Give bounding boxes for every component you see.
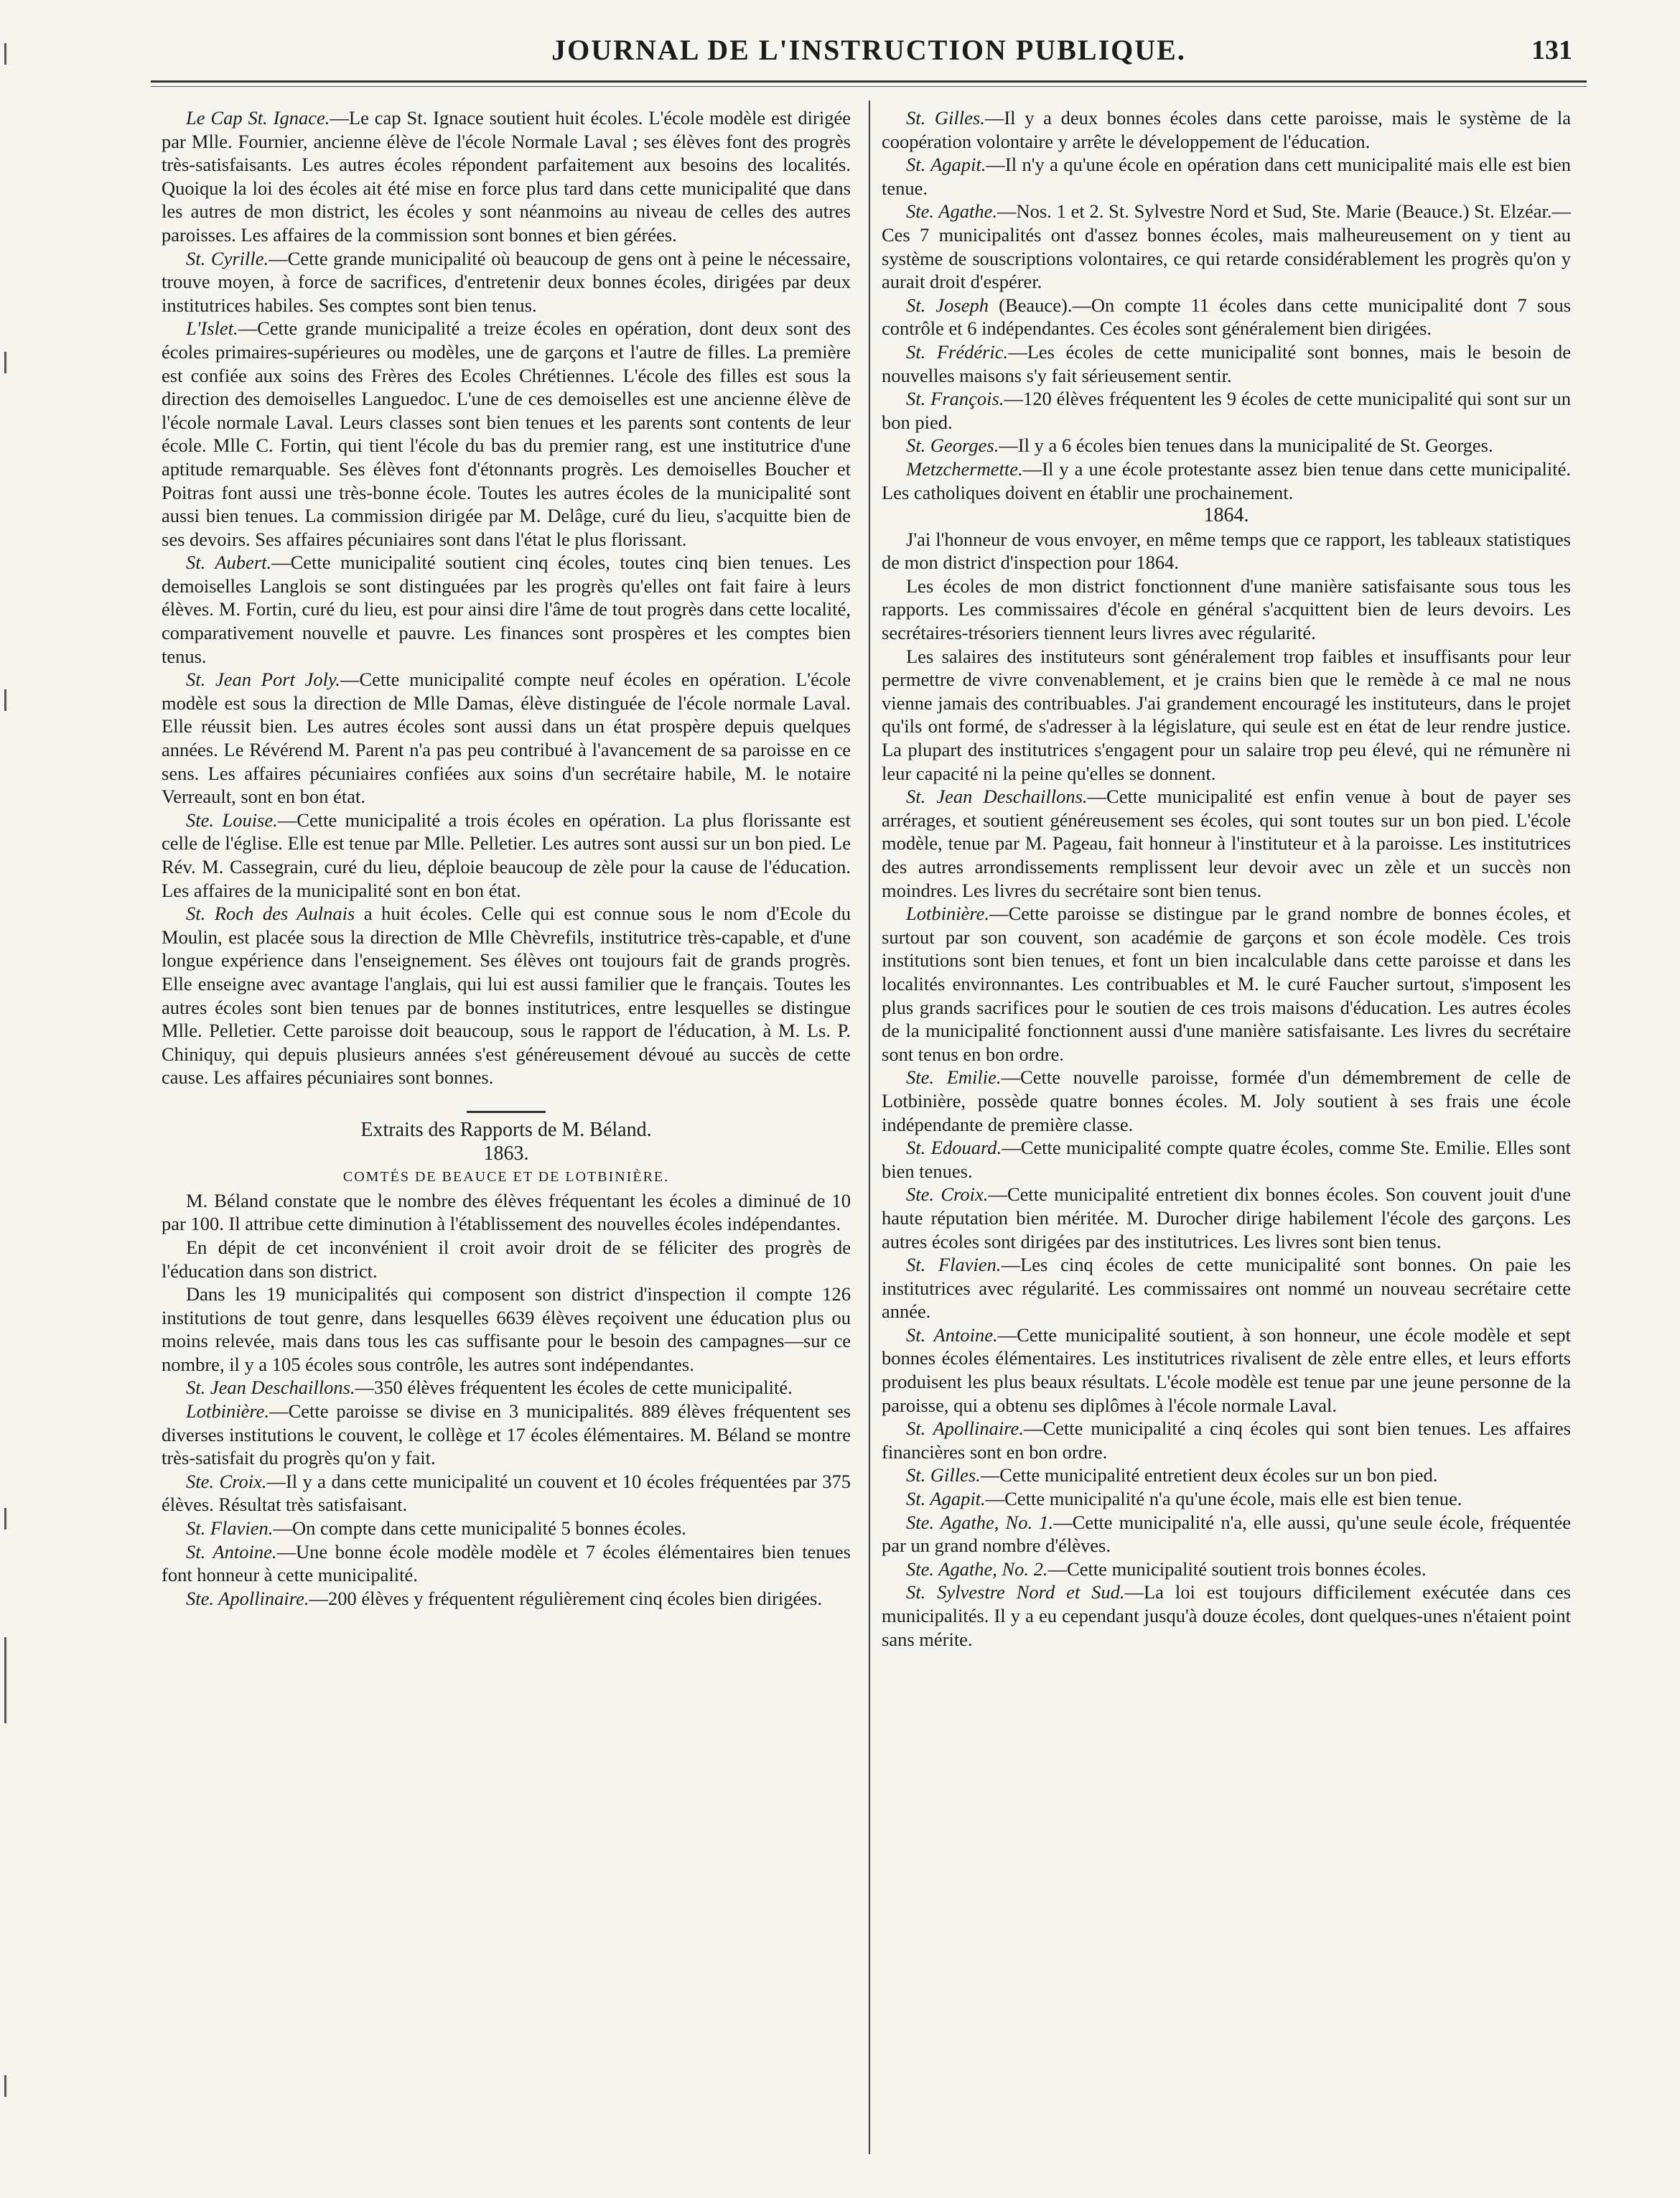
paragraph-text: J'ai l'honneur de vous envoyer, en même temps que ce rapport, les tableaux statistiques de mon district d'inspection pour 1864. — [882, 528, 1571, 574]
paragraph-text: —Cette municipalité n'a, elle aussi, qu'une seule école, fréquentée par un grand nombre d'élèves. — [882, 1511, 1571, 1557]
paragraph-text: —On compte dans cette municipalité 5 bonnes écoles. — [273, 1517, 686, 1540]
place-name: L'Islet. — [186, 317, 238, 340]
paragraph-text: Les salaires des instituteurs sont généralement trop faibles et insuffisants pour leur permettre de vivre convenablement, et je crains bien que le remède à ce mal ne nous vienne jamais des contribuables. J'ai grandement encouragé les instituteurs, dans le projet qu'ils ont formé, de s'adresser à la législature, qui seule est en état de leur rendre justice. La plupart des institutrices s'engagent pour un salaire trop peu élevé, qui ne rémunère ni leur capacité ni la peine qu'elles se donnent. — [882, 645, 1571, 784]
paragraph-text: —Cette municipalité compte neuf écoles en opération. L'école modèle est sous la direction de Mlle Damas, élève distinguée de l'école normale Laval. Elle réussit bien. Les autres écoles sont aussi dans un état prospère depuis quelques années. Le Révérend M. Parent n'a pas peu contribué à l'avancement de sa paroisse en ce sens. Les affaires pécuniaires confiées aux soins d'un secrétaire habile, M. le notaire Verreault, sont en bon état. — [162, 669, 851, 808]
place-name: St. Gilles. — [906, 107, 985, 129]
paragraphs-1864 — [882, 528, 1571, 1652]
paragraph-text: —Cette grande municipalité a treize écoles en opération, dont deux sont des écoles primaires-supérieures ou modèles, une de garçons et l'autre de filles. La première est confiée aux soins des Frères des Ecoles Chrétiennes. L'école des filles est sous la direction des demoiselles Languedoc. L'une de ces demoiselles est une ancienne élève de l'école normale Laval. Leurs classes sont bien tenues et les parents sont contents de leur école. Mlle C. Fortin, qui tient l'école du bas du premier rang, est une institutrice d'une aptitude remarquable. Ses élèves font d'étonnants progrès. Les demoiselles Boucher et Poitras font aussi une très-bonne école. Toutes les autres écoles de la municipalité sont aussi bien tenues. La commission dirigée par M. Delâge, curé du lieu, s'acquitte bien de ses devoirs. Ses affaires pécuniaires sont dans l'état le plus florissant. — [162, 317, 851, 550]
paragraph — [882, 434, 1571, 457]
paragraph-text: —Nos. 1 et 2. St. Sylvestre Nord et Sud, Ste. Marie (Beauce.) St. Elzéar.—Ces 7 municipalités ont d'assez bonnes écoles, mais malheureusement on y tient au système de souscriptions volontaires, ce qui retarde considérablement les progrès qu'on y aurait droit d'espérer. — [882, 200, 1571, 293]
paragraph-text: —Le cap St. Ignace soutient huit écoles. L'école modèle est dirigée par Mlle. Fournier, ancienne élève de l'école Normale Laval ; ses élèves font des progrès très-satisfaisants. Les autres écoles répondent parfaitement aux besoins des localités. Quoique la loi des écoles ait été mise en force plus tard dans cette municipalité que dans les autres de mon district, les écoles y sont néanmoins au niveau de celles des autres paroisses. Les affaires de la commission sont bonnes et bien gérées. — [162, 107, 851, 246]
header-rule — [151, 80, 1587, 83]
place-name: Le Cap St. Ignace. — [186, 107, 330, 129]
paragraph — [162, 1517, 851, 1540]
paragraph-text: —Cette municipalité compte quatre écoles, comme Ste. Emilie. Elles sont bien tenues. — [882, 1137, 1571, 1182]
paragraph — [162, 1540, 851, 1587]
place-name: St. Cyrille. — [186, 247, 269, 269]
paragraph — [882, 153, 1571, 200]
margin-mark — [4, 1637, 15, 1723]
page-number: 131 — [1531, 35, 1572, 65]
paragraph — [882, 200, 1571, 293]
place-name: Ste. Apollinaire. — [186, 1587, 309, 1609]
place-name: St. François. — [906, 388, 1004, 410]
paragraph — [162, 668, 851, 809]
paragraph — [882, 294, 1571, 340]
right-paragraphs — [882, 106, 1571, 504]
paragraph — [162, 247, 851, 317]
paragraph — [882, 1066, 1571, 1136]
paragraph — [162, 1587, 851, 1611]
paragraph — [882, 1417, 1571, 1463]
paragraph — [162, 1400, 851, 1470]
section-title: Extraits des Rapports de M. Béland. — [360, 1118, 652, 1141]
page-header — [151, 20, 1587, 70]
section-rule — [467, 1111, 546, 1113]
paragraph — [882, 1557, 1571, 1581]
paragraph — [162, 1470, 851, 1517]
right-column — [882, 106, 1571, 1651]
paragraph-text: —Cette municipalité a cinq écoles qui sont bien tenues. Les affaires financières sont en bon ordre. — [882, 1417, 1571, 1463]
paragraph-text: —Les cinq écoles de cette municipalité sont bonnes. On paie les institutrices avec régularité. Les commissaires ont nommé un nouveau secrétaire cette année. — [882, 1254, 1571, 1323]
place-name: St. Aubert. — [186, 551, 272, 574]
paragraph — [882, 574, 1571, 645]
place-name: Ste. Emilie. — [906, 1066, 1002, 1089]
paragraph — [162, 809, 851, 902]
paragraph-text: Dans les 19 municipalités qui composent son district d'inspection il compte 126 institutions de tout genre, dans lesquelles 6639 élèves reçoivent une éducation plus ou moins relevée, mais dans tous les cas suffisante pour le besoin des campagnes—sur ce nombre, il y a 105 écoles sous contrôle, les autres sont indépendantes. — [162, 1283, 851, 1375]
paragraph-text: M. Béland constate que le nombre des élèves fréquentant les écoles a diminué de 10 par 100. Il attribue cette diminution à l'établissement des nouvelles écoles indépendantes. — [162, 1189, 851, 1235]
paragraph-text: —200 élèves y fréquentent régulièrement cinq écoles bien dirigées. — [309, 1587, 822, 1609]
paragraph — [882, 902, 1571, 1066]
place-name: St. Jean Deschaillons. — [186, 1377, 355, 1399]
place-name: Ste. Louise. — [186, 809, 278, 831]
paragraph — [162, 1189, 851, 1236]
paragraph-text: Les écoles de mon district fonctionnent d'une manière satisfaisante sous tous les rapports. Les commissaires d'école en général s'acquittent bien de leurs devoirs. Les secrétaires-trésoriers tiennent leurs livres avec régularité. — [882, 574, 1571, 644]
paragraph — [882, 1183, 1571, 1253]
margin-mark — [4, 352, 15, 373]
left-paragraphs — [162, 106, 851, 1089]
column-divider — [869, 101, 870, 2154]
place-name: St. Frédéric. — [906, 340, 1009, 363]
paragraph — [882, 1136, 1571, 1183]
paragraph-text: —Cette municipalité a trois écoles en opération. La plus florissante est celle de l'église. Elle est tenue par Mlle. Pelletier. Les autres sont aussi sur un bon pied. Le Rév. M. Cassegrain, curé du lieu, déploie beaucoup de zèle pour la cause de l'éducation. Les affaires de la municipalité sont en bon état. — [162, 809, 851, 901]
paragraph-text: —120 élèves fréquentent les 9 écoles de cette municipalité qui sont sur un bon pied. — [882, 388, 1571, 433]
paragraph — [162, 106, 851, 247]
paragraph-text: —Cette municipalité entretient dix bonnes écoles. Son couvent jouit d'une haute réputation bien méritée. M. Durocher dirige habilement l'école des garçons. Les autres écoles sont dirigées par des institutrices. Les livres sont bien tenus. — [882, 1183, 1571, 1252]
paragraph — [882, 457, 1571, 504]
place-name: St. Agapit. — [906, 154, 986, 176]
paragraph-text: a huit écoles. Celle qui est connue sous le nom d'Ecole du Moulin, est placée sous la direction de Mlle Chèvrefils, institutrice très-capable, et d'une longue expérience dans l'enseignement. Ses élèves ont toujours fait de grands progrès. Elle enseigne avec avantage l'anglais, qui lui est aussi familier que le français. Toutes les autres écoles sont bien tenues par de bonnes institutrices, entre lesquelles se distingue Mlle. Pelletier. Cette paroisse doit beaucoup, sous le rapport de l'éducation, à M. Ls. P. Chiniquy, qui depuis plusieurs années s'est généreusement dévoué au succès de cette cause. Les affaires pécuniaires sont bonnes. — [162, 903, 851, 1089]
place-name: Lotbinière. — [186, 1400, 270, 1422]
paragraph-text: —Il n'y a qu'une école en opération dans cett municipalité mais elle est bien tenue. — [882, 154, 1572, 199]
paragraph — [162, 902, 851, 1089]
paragraph — [162, 1282, 851, 1376]
paragraph-text: —Cette municipalité soutient trois bonnes écoles. — [1047, 1557, 1427, 1580]
paragraph-text: —Cette paroisse se divise en 3 municipalités. 889 élèves fréquentent ses diverses institutions le couvent, le collège et 17 écoles élémentaires. M. Béland se montre très-satisfait du progrès qu'on y fait. — [162, 1400, 851, 1469]
place-name: St. Gilles. — [906, 1464, 981, 1486]
place-name: Ste. Agathe, No. 1. — [906, 1511, 1054, 1533]
place-name: St. Jean Port Joly. — [186, 669, 340, 691]
place-name: St. Roch des Aulnais — [186, 903, 355, 925]
paragraph — [882, 1463, 1571, 1487]
section-year: 1863. — [483, 1142, 529, 1165]
left-column — [162, 106, 851, 1610]
paragraph-text: —Il y a deux bonnes écoles dans cette paroisse, mais le système de la coopération volontaire y arrête le développement de l'éducation. — [882, 107, 1571, 152]
place-name: St. Antoine. — [186, 1540, 277, 1563]
place-name: Lotbinière. — [906, 903, 990, 925]
paragraph-text: —Cette municipalité est enfin venue à bout de payer ses arrérages, et soutient généreusement ses écoles, qui sont toutes sur un bon pied. L'école modèle, tenue par M. Pageau, fait honneur à l'instituteur et à la paroisse. Les institutrices des autres arrondissements remplissent leur devoir avec un zèle et un succès non moindres. Les livres du secrétaire sont bien tenus. — [882, 786, 1571, 901]
margin-mark — [4, 2075, 15, 2097]
place-name: St. Agapit. — [906, 1488, 986, 1510]
paragraph — [882, 106, 1571, 153]
paragraph — [162, 317, 851, 551]
paragraph — [162, 551, 851, 668]
paragraph-text: —350 élèves fréquentent les écoles de cette municipalité. — [355, 1377, 793, 1399]
paragraph-text: —Cette municipalité soutient, à son honneur, une école modèle et sept bonnes écoles élémentaires. Les institutrices rivalisent de zèle entre elles, et leurs efforts produisent les plus beaux résultats. L'école modèle est tenue par une jeune personne de la paroisse, qui a obtenu ses diplômes à l'école normale Laval. — [882, 1323, 1571, 1416]
year-heading: 1864. — [1203, 504, 1249, 527]
place-name: St. Flavien. — [906, 1254, 1002, 1276]
place-name: Metzchermette. — [906, 457, 1023, 480]
paragraph — [882, 1580, 1571, 1651]
paragraph — [882, 387, 1571, 434]
paragraph-text: —Les écoles de cette municipalité sont bonnes, mais le besoin de nouvelles maisons s'y fait sérieusement sentir. — [882, 340, 1571, 386]
section-paragraphs — [162, 1189, 851, 1611]
place-name: St. Sylvestre Nord et Sud. — [906, 1581, 1125, 1603]
section-subtitle: COMTÉS DE BEAUCE ET DE LOTBINIÈRE. — [342, 1169, 670, 1186]
paragraph — [882, 528, 1571, 574]
place-name: St. Edouard. — [906, 1137, 1002, 1159]
paragraph-text: —Une bonne école modèle modèle et 7 écoles élémentaires bien tenues font honneur à cette municipalité. — [162, 1540, 851, 1586]
place-name: St. Joseph — [906, 294, 989, 316]
header-rule-thin — [151, 86, 1587, 87]
place-name: Ste. Croix. — [186, 1470, 267, 1492]
paragraph — [882, 645, 1571, 786]
journal-title: JOURNAL DE L'INSTRUCTION PUBLIQUE. — [551, 34, 1186, 66]
margin-mark — [4, 689, 15, 711]
paragraph-text: —Cette municipalité soutient cinq écoles, toutes cinq bien tenues. Les demoiselles Langlois se sont distinguées par les progrès qu'elles ont fait faire à leurs élèves. M. Fortin, curé du lieu, est pour ainsi dire l'âme de tout progrès dans cette localité, comparativement nouvelle et pauvre. Les finances sont prospères et les comptes bien tenus. — [162, 551, 851, 667]
paragraph — [162, 1236, 851, 1282]
paragraph — [882, 1487, 1571, 1511]
paragraph-text: —La loi est toujours difficilement exécutée dans ces municipalités. Il y a eu cependant jusqu'à douze écoles, dont quelques-unes n'étaient point sans mérite. — [882, 1581, 1571, 1650]
paragraph — [882, 1253, 1571, 1323]
place-name: Ste. Agathe, No. 2. — [906, 1557, 1048, 1580]
paragraph — [162, 1376, 851, 1400]
paragraph-text: —Cette nouvelle paroisse, formée d'un démembrement de celle de Lotbinière, possède quatre bonnes écoles. M. Joly soutient à ses frais une école indépendante de première classe. — [882, 1066, 1571, 1135]
margin-mark — [4, 43, 15, 65]
paragraph-text: —Cette municipalité entretient deux écoles sur un bon pied. — [980, 1464, 1438, 1486]
paragraph-text: —Il y a dans cette municipalité un couvent et 10 écoles fréquentées par 375 élèves. Résultat très satisfaisant. — [162, 1470, 851, 1516]
paragraph-text: —Il y a 6 écoles bien tenues dans la municipalité de St. Georges. — [999, 434, 1493, 457]
place-name: Ste. Agathe. — [906, 200, 997, 223]
paragraph — [882, 1323, 1571, 1417]
paragraph-text: (Beauce).—On compte 11 écoles dans cette municipalité dont 7 sous contrôle et 6 indépendantes. Ces écoles sont généralement bien dirigées. — [882, 294, 1572, 340]
place-name: St. Flavien. — [186, 1517, 274, 1540]
paragraph-text: —Cette municipalité n'a qu'une école, mais elle est bien tenue. — [985, 1488, 1462, 1510]
paragraph-text: —Cette grande municipalité où beaucoup de gens ont à peine le nécessaire, trouve moyen, à force de sacrifices, d'entretenir deux bonnes écoles, dirigées par deux institutrices habiles. Ses comptes sont bien tenus. — [162, 247, 851, 316]
paragraph-text: —Il y a une école protestante assez bien tenue dans cette municipalité. Les catholiques doivent en établir une prochainement. — [882, 457, 1571, 503]
paragraph — [882, 1511, 1571, 1557]
place-name: Ste. Croix. — [906, 1183, 989, 1206]
place-name: St. Apollinaire. — [906, 1417, 1024, 1440]
place-name: St. Georges. — [906, 434, 999, 457]
margin-mark — [4, 1508, 15, 1529]
paragraph-text: —Cette paroisse se distingue par le grand nombre de bonnes écoles, et surtout par son couvent, son académie de garçons et son école modèle. Ces trois institutions sont bien tenues, et font un bien incalculable dans cette paroisse et dans les localités environnantes. Les contribuables et M. le curé Faucher surtout, s'imposent les plus grands sacrifices pour le soutien de ces trois maisons d'éducation. Les autres écoles de la municipalité fonctionnent aussi d'une manière satisfaisante. Les livres du secrétaire sont tenus en bon ordre. — [882, 903, 1571, 1065]
paragraph — [882, 785, 1571, 902]
paragraph — [882, 340, 1571, 387]
paragraph-text: En dépit de cet inconvénient il croit avoir droit de se féliciter des progrès de l'éducation dans son district. — [162, 1236, 851, 1282]
place-name: St. Antoine. — [906, 1323, 998, 1346]
place-name: St. Jean Deschaillons. — [906, 786, 1088, 808]
